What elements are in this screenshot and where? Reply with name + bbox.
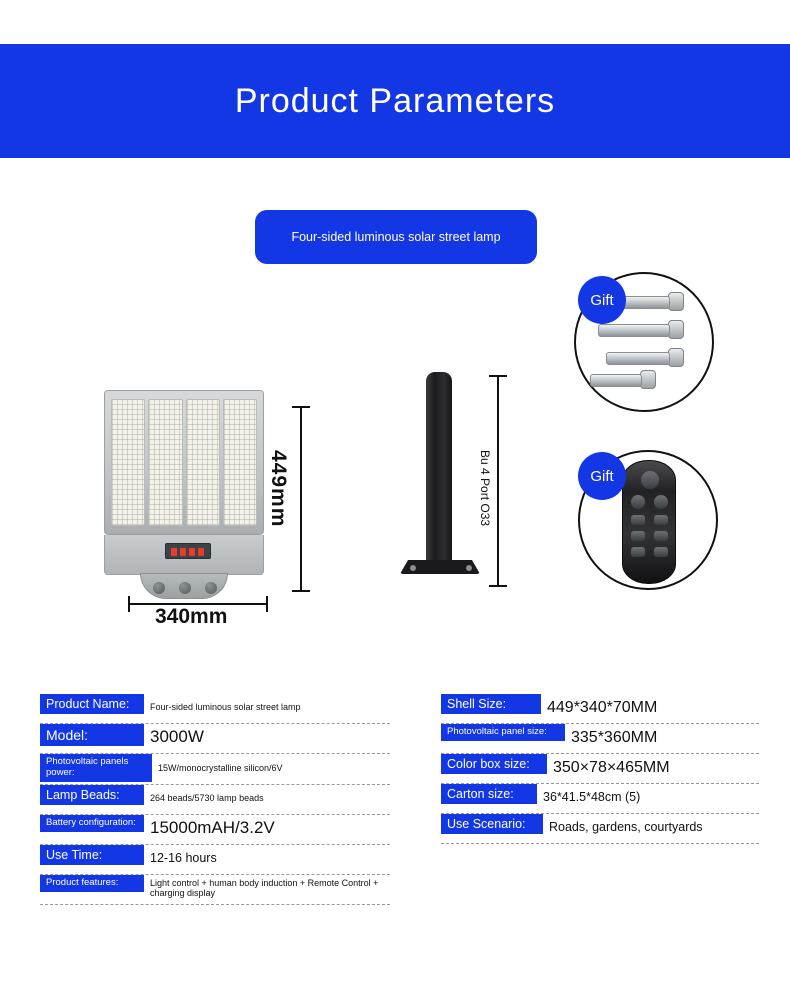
spec-value: 36*41.5*48cm (5) (543, 790, 641, 804)
spec-row (40, 785, 390, 815)
header-banner (0, 44, 790, 158)
spec-key: Shell Size: (441, 694, 541, 714)
spec-value: 12-16 hours (150, 850, 217, 865)
spec-row (40, 694, 390, 724)
spec-key: Photovoltaic panel size: (441, 724, 565, 741)
led-panel (186, 399, 220, 526)
remote-control-icon (622, 460, 676, 584)
footer-spacer (0, 972, 790, 998)
pole-dimension-label: Bu 4 Port O33 (478, 450, 492, 527)
gift-badge-screws-label: Gift (590, 291, 614, 309)
spec-value: 449*340*70MM (547, 698, 658, 716)
product-name-pill-label: Four-sided luminous solar street lamp (291, 230, 501, 244)
spec-value: Light control + human body induction + Remote Control + charging display (150, 877, 379, 899)
spec-row (40, 845, 390, 875)
pole-illustration (398, 372, 488, 597)
spec-key: Color box size: (441, 754, 547, 774)
spec-key: Use Scenario: (441, 814, 543, 834)
spec-value: 264 beads/5730 lamp beads (150, 792, 264, 803)
spec-key: Use Time: (40, 845, 144, 865)
width-dimension-label: 340mm (155, 605, 228, 628)
spec-row (40, 724, 390, 754)
spec-key: Model: (40, 724, 144, 746)
spec-key: Product Name: (40, 694, 144, 714)
spec-value: Four-sided luminous solar street lamp (150, 702, 301, 713)
page-title: Product Parameters (234, 81, 556, 120)
spec-value: 350×78×465MM (553, 758, 670, 776)
led-panel (148, 399, 182, 526)
spec-row (441, 754, 759, 784)
product-name-pill (255, 210, 537, 264)
spec-key: Battery configuration: (40, 815, 144, 832)
height-dimension-line (286, 406, 316, 592)
spec-row (40, 815, 390, 845)
lamp-housing (104, 390, 264, 535)
spec-row (441, 724, 759, 754)
led-panel (111, 399, 145, 526)
spec-value: 335*360MM (571, 728, 658, 746)
pole-tube (426, 372, 452, 567)
spec-table-right (441, 694, 759, 844)
spec-row (441, 694, 759, 724)
lamp-control-section (104, 535, 264, 575)
gift-badge-screws (578, 276, 626, 324)
spec-row (40, 875, 390, 905)
led-panel (223, 399, 257, 526)
height-dimension-label: 449mm (267, 450, 290, 528)
spec-row (40, 754, 390, 785)
lamp-display-icon (165, 543, 211, 559)
spec-key: Carton size: (441, 784, 537, 804)
lamp-illustration (96, 390, 276, 595)
gift-badge-remote (578, 452, 626, 500)
spec-value: 15W/monocrystalline silicon/6V (158, 762, 283, 773)
spec-value: 3000W (150, 727, 204, 747)
spec-table-left (40, 694, 390, 905)
spec-key: Product features: (40, 875, 144, 892)
spec-value: 15000mAH/3.2V (150, 818, 275, 838)
gift-badge-remote-label: Gift (590, 467, 614, 485)
spec-row (441, 784, 759, 814)
spec-row (441, 814, 759, 844)
spec-key: Lamp Beads: (40, 785, 144, 805)
spec-key: Photovoltaic panels power: (40, 754, 152, 782)
spec-value: Roads, gardens, courtyards (549, 820, 703, 834)
